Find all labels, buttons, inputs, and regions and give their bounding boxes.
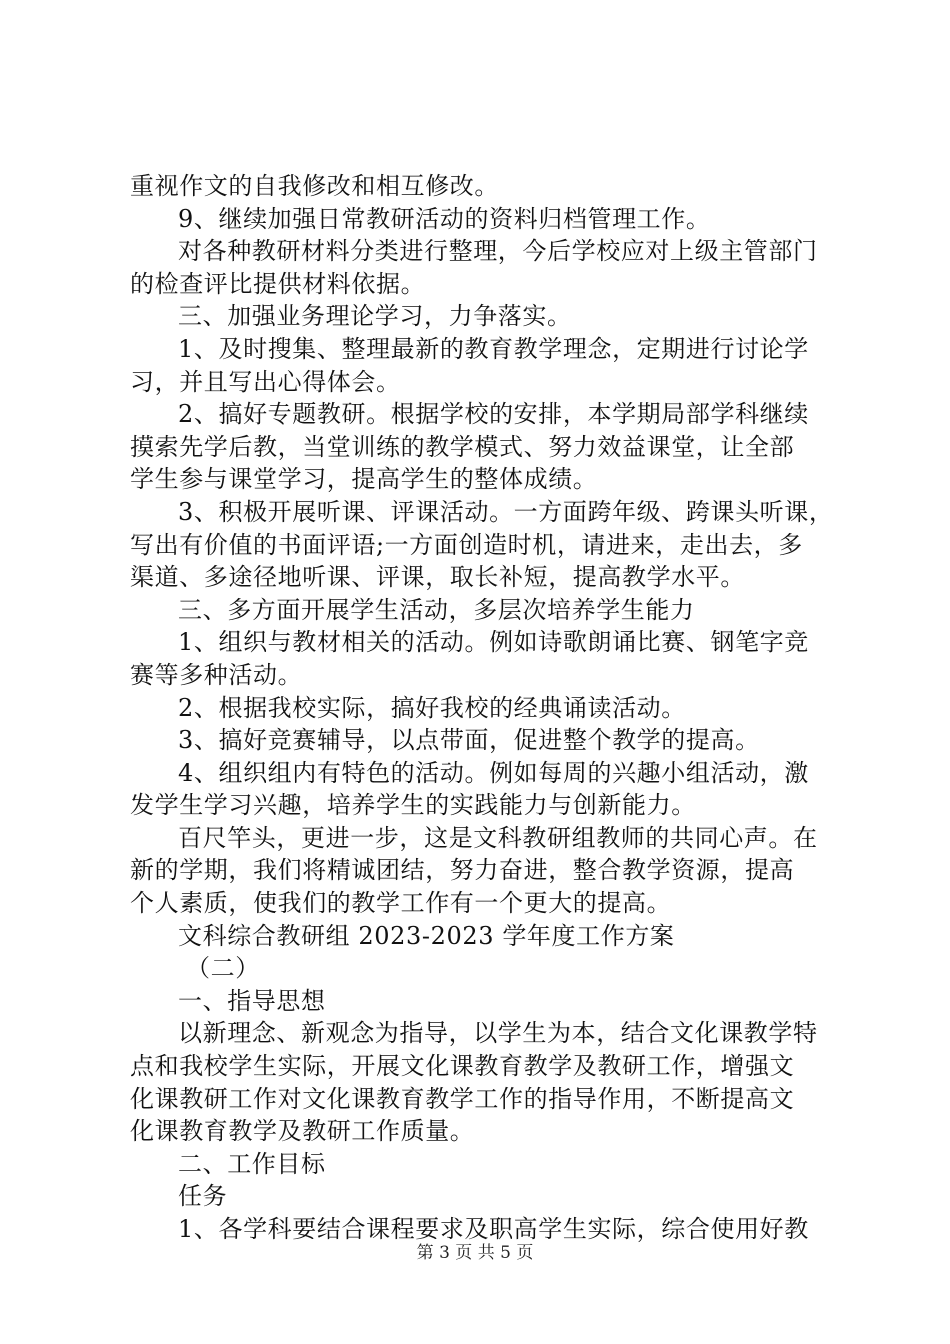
- text-line: 重视作文的自我修改和相互修改。: [130, 172, 499, 200]
- text-line: 3、积极开展听课、评课活动。一方面跨年级、跨课头听课，: [178, 497, 834, 526]
- text-line: 3、搞好竞赛辅导，以点带面，促进整个教学的提高。: [178, 726, 760, 755]
- text-line: （二）: [186, 954, 260, 983]
- text-line: 任务: [178, 1182, 228, 1211]
- document-body: [130, 170, 835, 1246]
- text-line: 发学生学习兴趣，培养学生的实践能力与创新能力。: [130, 791, 696, 820]
- text-line: 渠道、多途径地听课、评课，取长补短，提高教学水平。: [130, 563, 745, 592]
- text-line: 一、指导思想: [178, 986, 326, 1015]
- text-line: 百尺竿头，更进一步，这是文科教研组教师的共同心声。在: [178, 823, 818, 852]
- text-line: 文科综合教研组 2023-2023 学年度工作方案: [178, 921, 675, 950]
- text-line: 习，并且写出心得体会。: [130, 367, 401, 396]
- text-line: 个人素质，使我们的教学工作有一个更大的提高。: [130, 889, 672, 918]
- text-line: 4、组织组内有特色的活动。例如每周的兴趣小组活动，激: [178, 758, 809, 787]
- text-line: 学生参与课堂学习，提高学生的整体成绩。: [130, 465, 598, 494]
- text-line: 1、组织与教材相关的活动。例如诗歌朗诵比赛、钢笔字竞: [178, 628, 809, 657]
- text-line: 三、加强业务理论学习，力争落实。: [178, 302, 572, 331]
- text-line: 三、多方面开展学生活动，多层次培养学生能力: [178, 595, 695, 624]
- text-line: 1、各学科要结合课程要求及职高学生实际，综合使用好教: [178, 1215, 809, 1243]
- text-line: 1、及时搜集、整理最新的教育教学理念，定期进行讨论学: [178, 334, 809, 363]
- text-line: 新的学期，我们将精诚团结，努力奋进，整合教学资源，提高: [130, 856, 795, 885]
- text-line: 点和我校学生实际，开展文化课教育教学及教研工作，增强文: [130, 1052, 795, 1081]
- text-line: 9、继续加强日常教研活动的资料归档管理工作。: [178, 204, 711, 233]
- text-line: 2、搞好专题教研。根据学校的安排，本学期局部学科继续: [178, 400, 809, 429]
- text-line: 化课教研工作对文化课教育教学工作的指导作用，不断提高文: [130, 1084, 795, 1113]
- text-line: 的检查评比提供材料依据。: [130, 269, 426, 298]
- text-line: 以新理念、新观念为指导，以学生为本，结合文化课教学特: [178, 1019, 818, 1048]
- text-line: 赛等多种活动。: [130, 660, 303, 689]
- text-line: 对各种教研材料分类进行整理，今后学校应对上级主管部门: [178, 237, 818, 266]
- page-footer: 第 3 页 共 5 页: [416, 1243, 534, 1263]
- text-line: 写出有价值的书面评语;一方面创造时机，请进来，走出去，多: [130, 530, 803, 559]
- text-line: 二、工作目标: [178, 1149, 326, 1178]
- text-line: 2、根据我校实际，搞好我校的经典诵读活动。: [178, 693, 686, 722]
- text-line: 摸索先学后教，当堂训练的教学模式、努力效益课堂，让全部: [130, 432, 795, 461]
- text-line: 化课教育教学及教研工作质量。: [130, 1117, 475, 1146]
